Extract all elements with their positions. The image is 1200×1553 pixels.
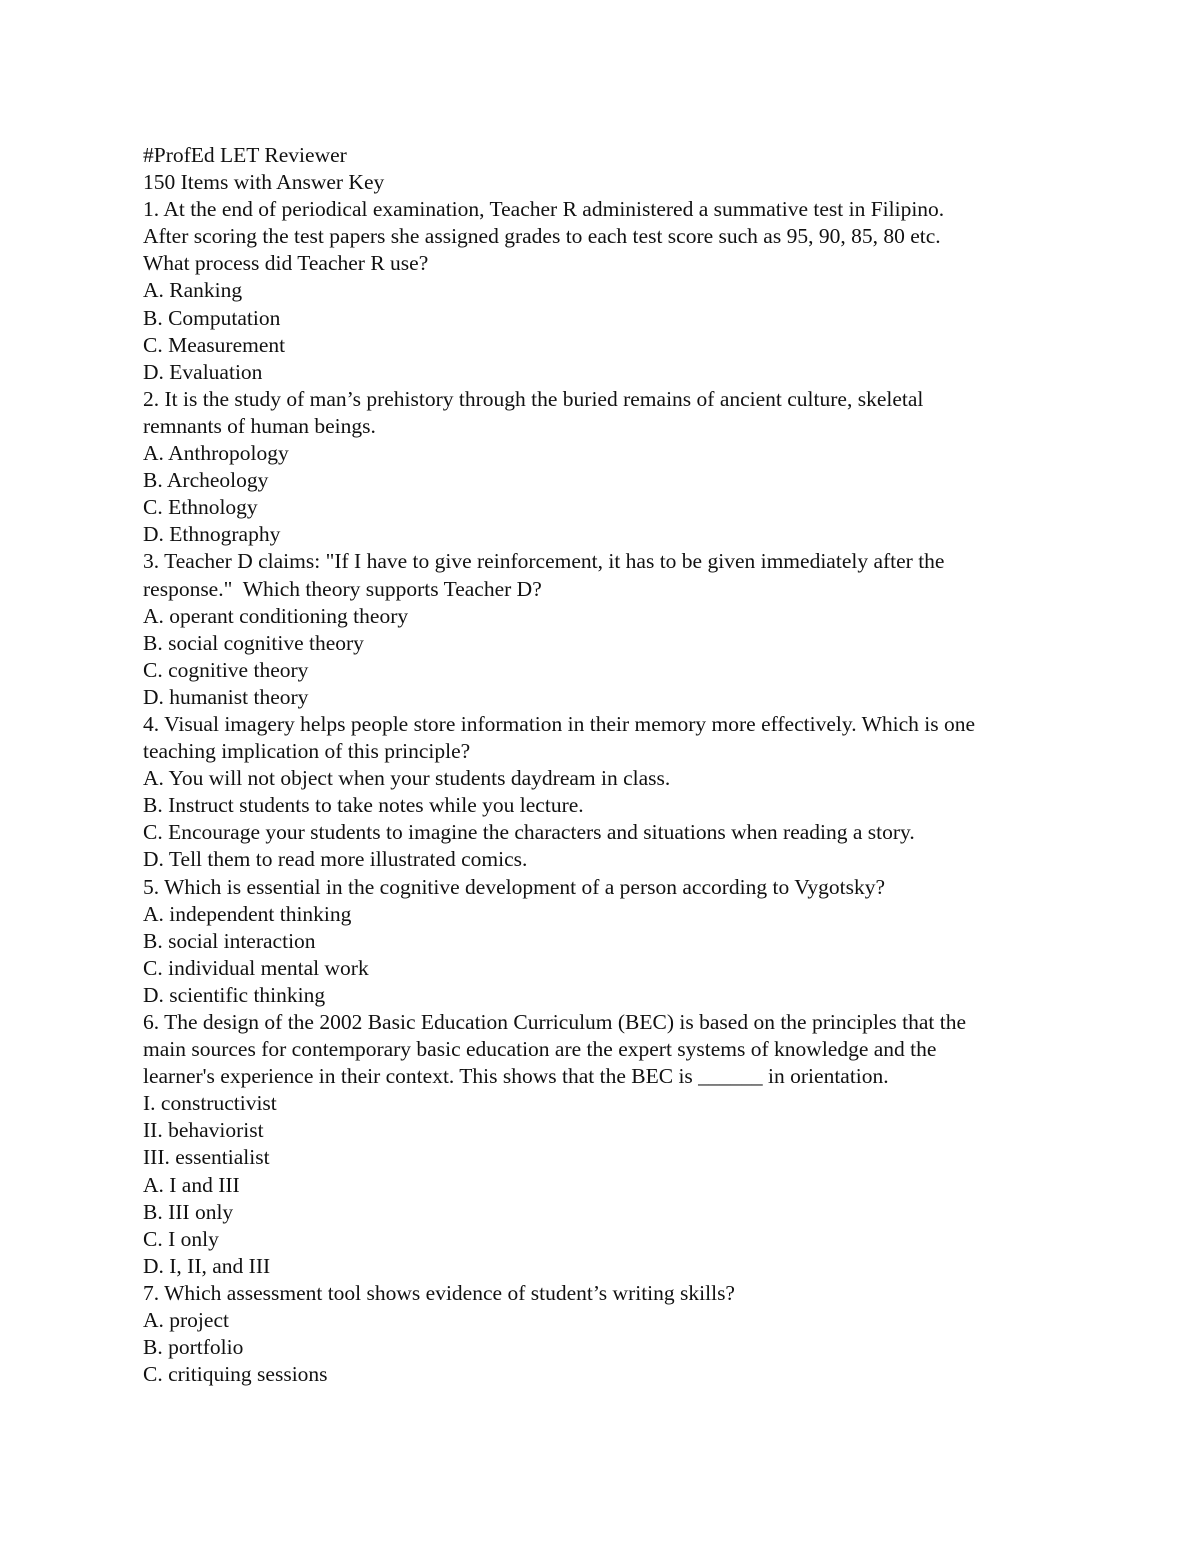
question-stem-line: remnants of human beings. [143,413,376,438]
answer-choice: D. Tell them to read more illustrated comics. [143,847,528,872]
question-stem-line: After scoring the test papers she assigned grades to each test score such as 95, 90, 85, 80 etc. [143,224,941,249]
question-stem-line: 4. Visual imagery helps people store information in their memory more effectively. Which is one [143,711,976,736]
question-5 [143,874,1083,1009]
document-subtitle: 150 Items with Answer Key [143,170,385,195]
question-6 [143,1009,1083,1280]
answer-choice: D. humanist theory [143,684,309,709]
question-stem-line: What process did Teacher R use? [143,251,429,276]
answer-choice: B. Instruct students to take notes while you lecture. [143,793,584,818]
answer-choice: A. project [143,1308,229,1333]
answer-choice: A. operant conditioning theory [143,603,409,628]
question-stem-line: 6. The design of the 2002 Basic Education Curriculum (BEC) is based on the principles that the [143,1010,967,1034]
question-stem-line: 5. Which is essential in the cognitive development of a person according to Vygotsky? [143,874,885,899]
question-1 [143,196,1083,386]
question-3 [143,548,1083,711]
question-2 [143,386,1083,549]
answer-choice: D. I, II, and III [143,1253,271,1278]
question-stem-line: III. essentialist [143,1145,270,1170]
question-stem-line: II. behaviorist [143,1118,264,1143]
question-stem-line: teaching implication of this principle? [143,739,471,764]
question-7 [143,1280,1083,1388]
answer-choice: B. III only [143,1199,234,1224]
answer-choice: C. Ethnology [143,495,258,520]
question-stem-line: learner's experience in their context. This shows that the BEC is ______ in orientation. [143,1064,889,1089]
question-stem-line: 7. Which assessment tool shows evidence of student’s writing skills? [143,1280,735,1305]
answer-choice: C. cognitive theory [143,657,309,682]
question-stem-line: main sources for contemporary basic education are the expert systems of knowledge and the [143,1037,937,1062]
answer-choice: D. scientific thinking [143,982,326,1007]
answer-choice: C. I only [143,1226,219,1251]
answer-choice: C. Encourage your students to imagine the characters and situations when reading a story. [143,820,915,845]
answer-choice: B. social cognitive theory [143,630,364,655]
answer-choice: D. Evaluation [143,359,263,384]
answer-choice: D. Ethnography [143,522,281,547]
answer-choice: A. independent thinking [143,901,352,926]
document-page [143,142,1083,1388]
question-stem-line: response." Which theory supports Teacher D? [143,576,542,601]
answer-choice: B. social interaction [143,928,316,953]
answer-choice: A. I and III [143,1172,240,1197]
question-stem-line: 2. It is the study of man’s prehistory through the buried remains of ancient culture, skeletal [143,386,924,411]
answer-choice: B. Computation [143,305,281,330]
question-stem-line: I. constructivist [143,1091,277,1116]
answer-choice: C. individual mental work [143,955,369,980]
document-title: #ProfEd LET Reviewer [143,143,347,167]
answer-choice: A. You will not object when your students daydream in class. [143,766,671,791]
answer-choice: C. Measurement [143,332,286,357]
question-stem-line: 1. At the end of periodical examination, Teacher R administered a summative test in Filipino. [143,197,945,222]
answer-choice: C. critiquing sessions [143,1362,328,1387]
answer-choice: A. Ranking [143,278,243,303]
answer-choice: B. Archeology [143,468,269,493]
answer-choice: B. portfolio [143,1335,244,1360]
question-stem-line: 3. Teacher D claims: "If I have to give reinforcement, it has to be given immediately after the [143,549,945,574]
question-4 [143,711,1083,874]
answer-choice: A. Anthropology [143,441,289,466]
